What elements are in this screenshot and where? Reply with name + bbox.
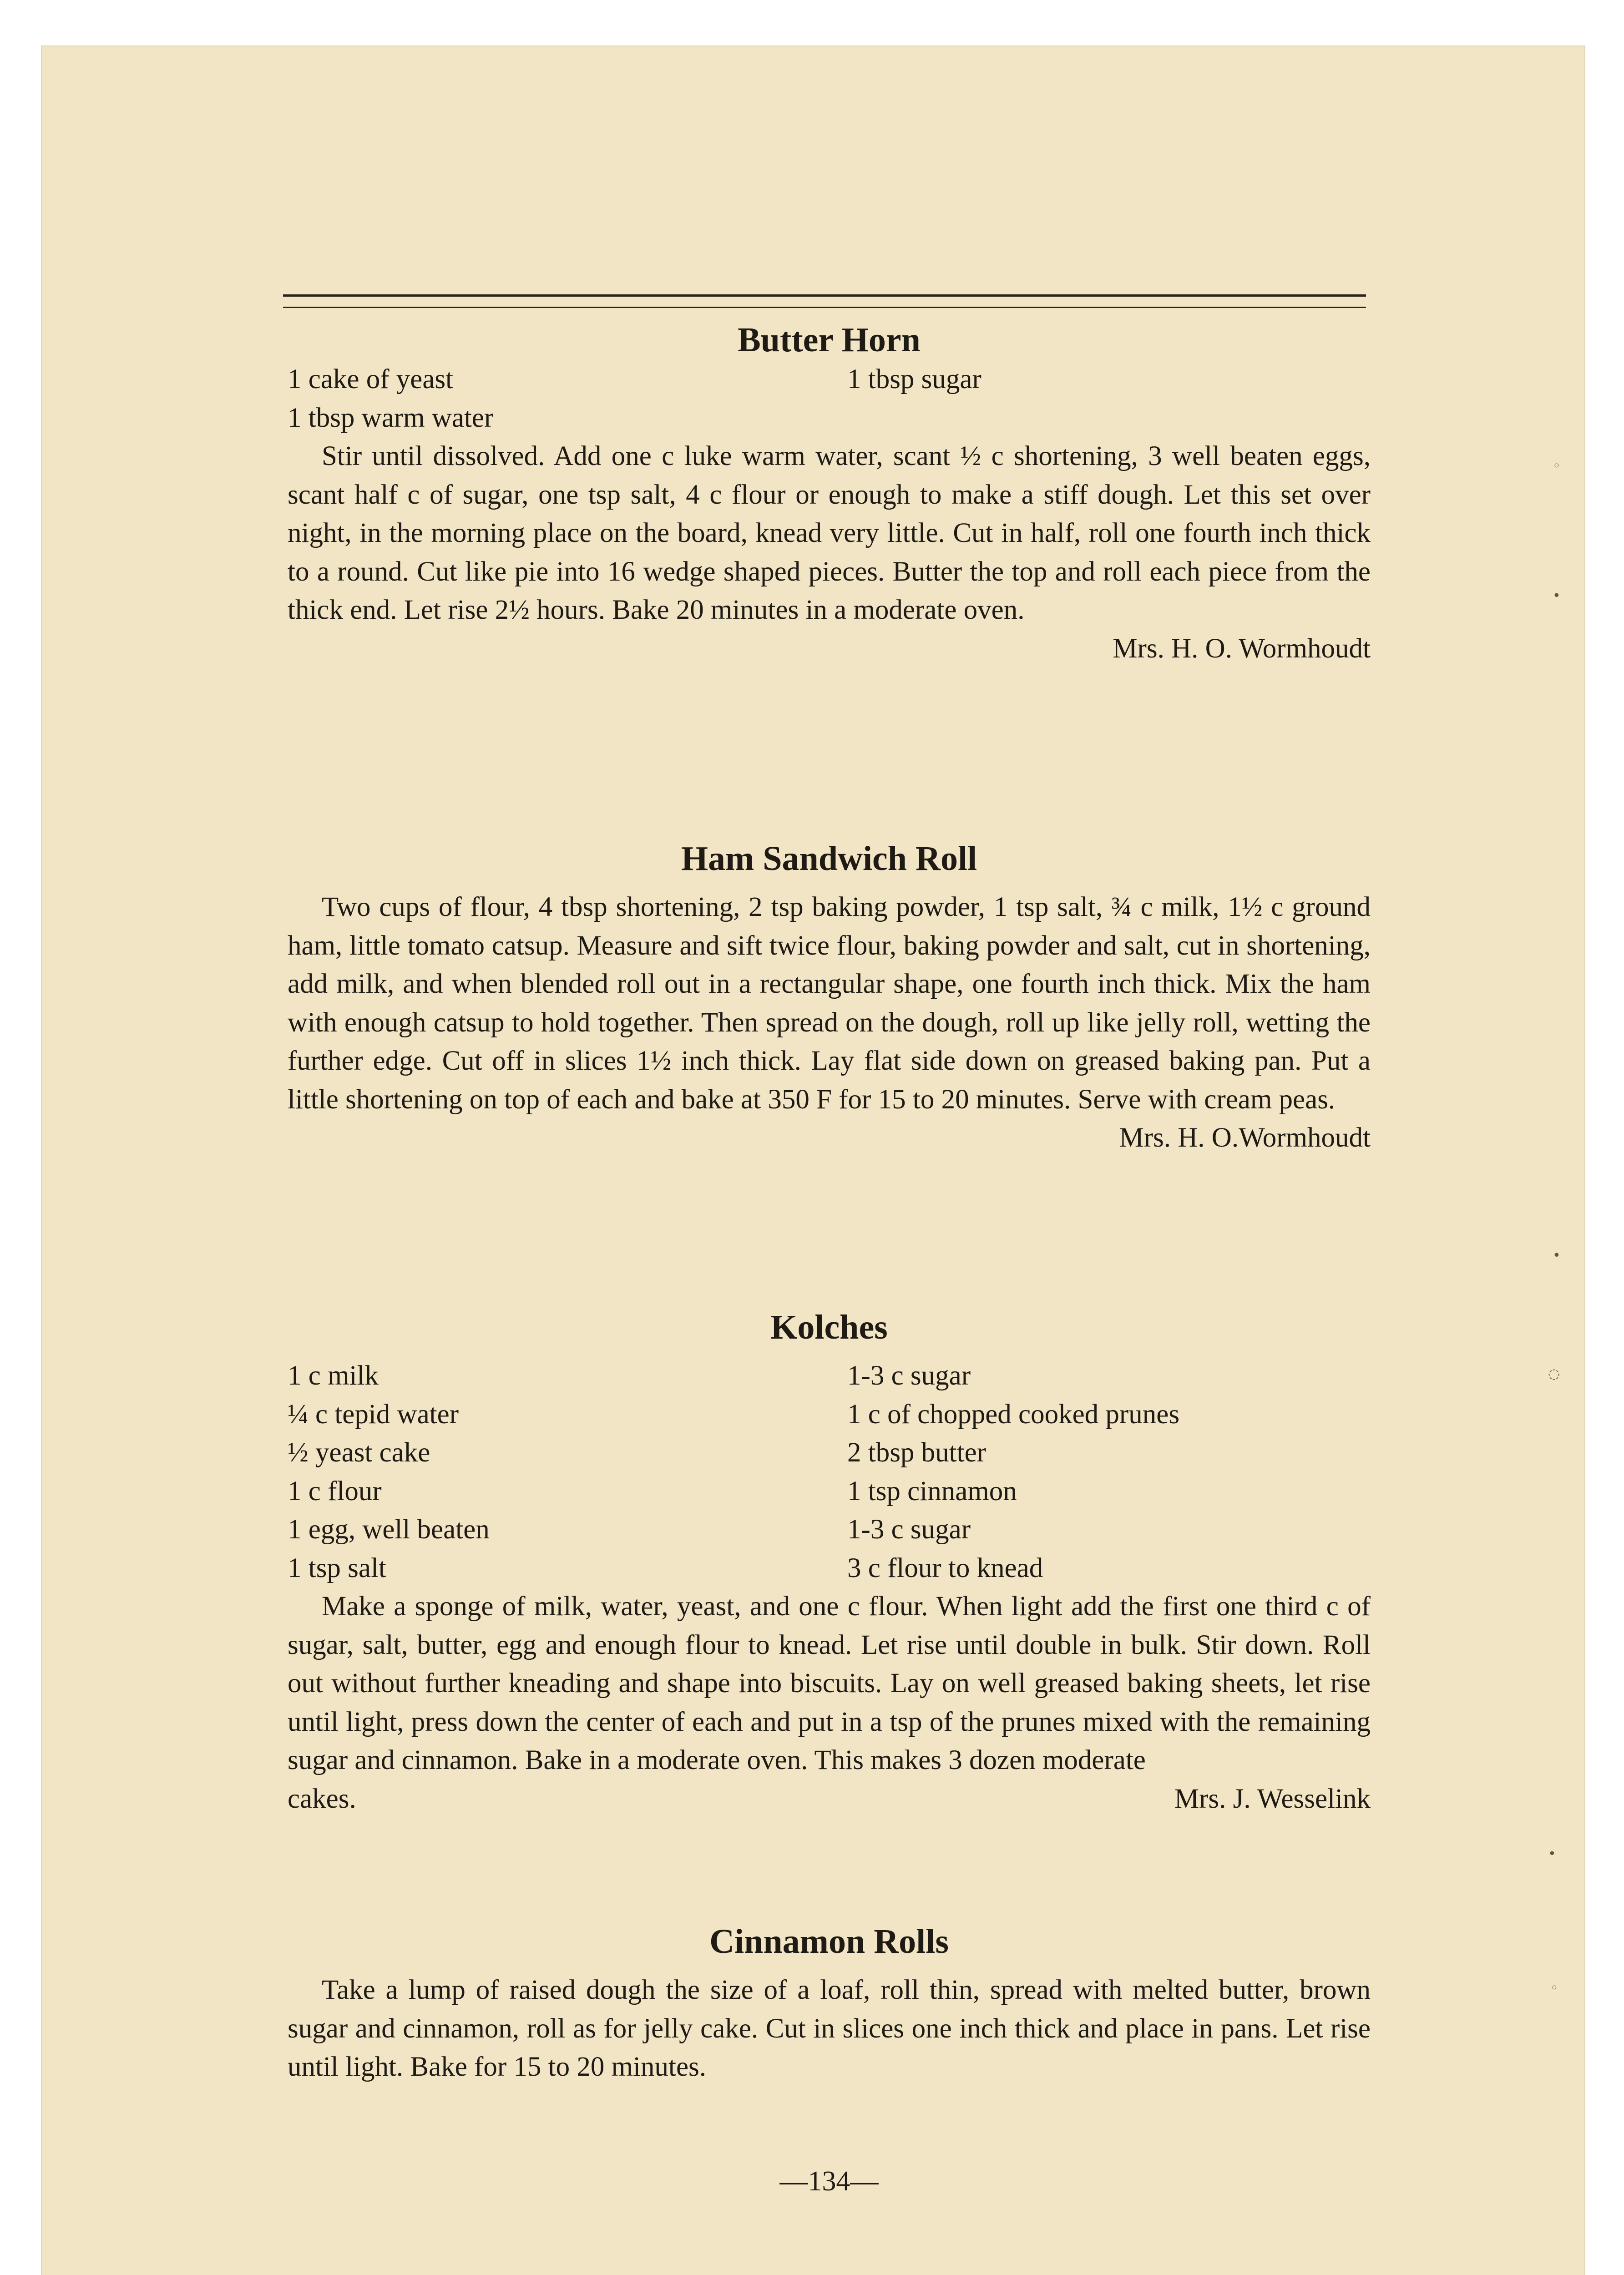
- ingredient-column-left: [288, 360, 811, 437]
- ingredient-item: 1 c of chopped cooked prunes: [847, 1399, 1180, 1430]
- ingredient-column-left: [288, 1357, 811, 1587]
- recipe-title: Butter Horn: [738, 321, 921, 359]
- margin-mark: •: [1553, 1248, 1561, 1264]
- recipe-closing-line: [288, 1780, 1371, 1819]
- recipe-title: Cinnamon Rolls: [709, 1922, 949, 1961]
- ingredient-item: 1-3 c sugar: [847, 1514, 971, 1545]
- ingredient-column-right: [811, 1357, 1371, 1587]
- header-double-rule: [283, 294, 1366, 308]
- ingredient-item: 1 c flour: [288, 1476, 382, 1507]
- ingredient-item: 1 cake of yeast: [288, 364, 454, 394]
- ingredient-item: 1 c milk: [288, 1360, 379, 1391]
- ingredient-item: 1-3 c sugar: [847, 1360, 971, 1391]
- ingredient-list: [288, 1357, 1371, 1587]
- book-page: [41, 46, 1585, 2275]
- recipe-author: Mrs. H. O.Wormhoudt: [1119, 1122, 1371, 1153]
- recipe-title: Kolches: [770, 1308, 888, 1346]
- ingredient-item: 1 tsp salt: [288, 1552, 386, 1583]
- ingredient-list: [288, 360, 1371, 437]
- recipe-directions: Two cups of flour, 4 tbsp shortening, 2 tsp baking powder, 1 tsp salt, ¾ c milk, 1½ c ground ham, little tomato catsup. Measure and sift twice flour, baking powder and salt, cut in shortening, add milk, and when blended roll out in a rectangular shape, one fourth inch thick. Mix the ham with enough catsup to hold together. Then spread on the dough, roll up like jelly roll, wetting the further edge. Cut off in slices 1½ inch thick. Lay flat side down on greased baking pan. Put a little shortening on top of each and bake at 350 F for 15 to 20 minutes. Serve with cream peas.: [288, 892, 1371, 1115]
- margin-mark: ◌: [1548, 1366, 1560, 1382]
- recipe-butter-horn: [288, 319, 1371, 668]
- recipe-directions: Make a sponge of milk, water, yeast, and one c flour. When light add the first one third c of sugar, salt, butter, egg and enough flour to knead. Let rise until double in bulk. Stir down. Roll out without further kneading and shape into biscuits. Lay on well greased baking sheets, let rise until light, press down the center of each and put in a tsp of the prunes mixed with the remaining sugar and cinnamon. Bake in a moderate oven. This makes 3 dozen moderate: [288, 1591, 1371, 1775]
- recipe-directions: Stir until dissolved. Add one c luke warm water, scant ½ c shortening, 3 well beaten eggs, scant half c of sugar, one tsp salt, 4 c flour or enough to make a stiff dough. Let this set over night, in the morning place on the board, knead very little. Cut in half, roll one fourth inch thick to a round. Cut like pie into 16 wedge shaped pieces. Butter the top and roll each piece from the thick end. Let rise 2½ hours. Bake 20 minutes in a moderate oven.: [288, 441, 1371, 625]
- page-number: —134—: [779, 2166, 879, 2197]
- recipe-ham-sandwich-roll: [288, 838, 1371, 1158]
- recipe-author: Mrs. H. O. Wormhoudt: [1113, 633, 1371, 664]
- margin-mark: ◦: [1553, 458, 1561, 474]
- margin-mark: ◦: [1550, 1980, 1558, 1996]
- margin-mark: •: [1548, 1846, 1556, 1862]
- ingredient-item: 2 tbsp butter: [847, 1437, 986, 1468]
- ingredient-column-right: [811, 360, 1371, 437]
- margin-mark: •: [1553, 588, 1561, 604]
- recipe-author: Mrs. J. Wesselink: [1174, 1783, 1371, 1814]
- recipe-title: Ham Sandwich Roll: [681, 839, 977, 878]
- ingredient-item: 1 tsp cinnamon: [847, 1476, 1017, 1507]
- ingredient-item: 3 c flour to knead: [847, 1552, 1043, 1583]
- ingredient-item: 1 tbsp sugar: [847, 364, 981, 394]
- recipe-directions: Take a lump of raised dough the size of a loaf, roll thin, spread with melted butter, brown sugar and cinnamon, roll as for jelly cake. Cut in slices one inch thick and place in pans. Let rise until light. Bake for 15 to 20 minutes.: [288, 1975, 1371, 2082]
- ingredient-item: 1 egg, well beaten: [288, 1514, 490, 1545]
- ingredient-item: 1 tbsp warm water: [288, 402, 494, 433]
- recipe-directions-end: cakes.: [288, 1783, 356, 1814]
- ingredient-item: ¼ c tepid water: [288, 1399, 459, 1430]
- recipe-kolches: [288, 1307, 1371, 1818]
- ingredient-item: ½ yeast cake: [288, 1437, 430, 1468]
- recipe-cinnamon-rolls: [288, 1921, 1371, 2087]
